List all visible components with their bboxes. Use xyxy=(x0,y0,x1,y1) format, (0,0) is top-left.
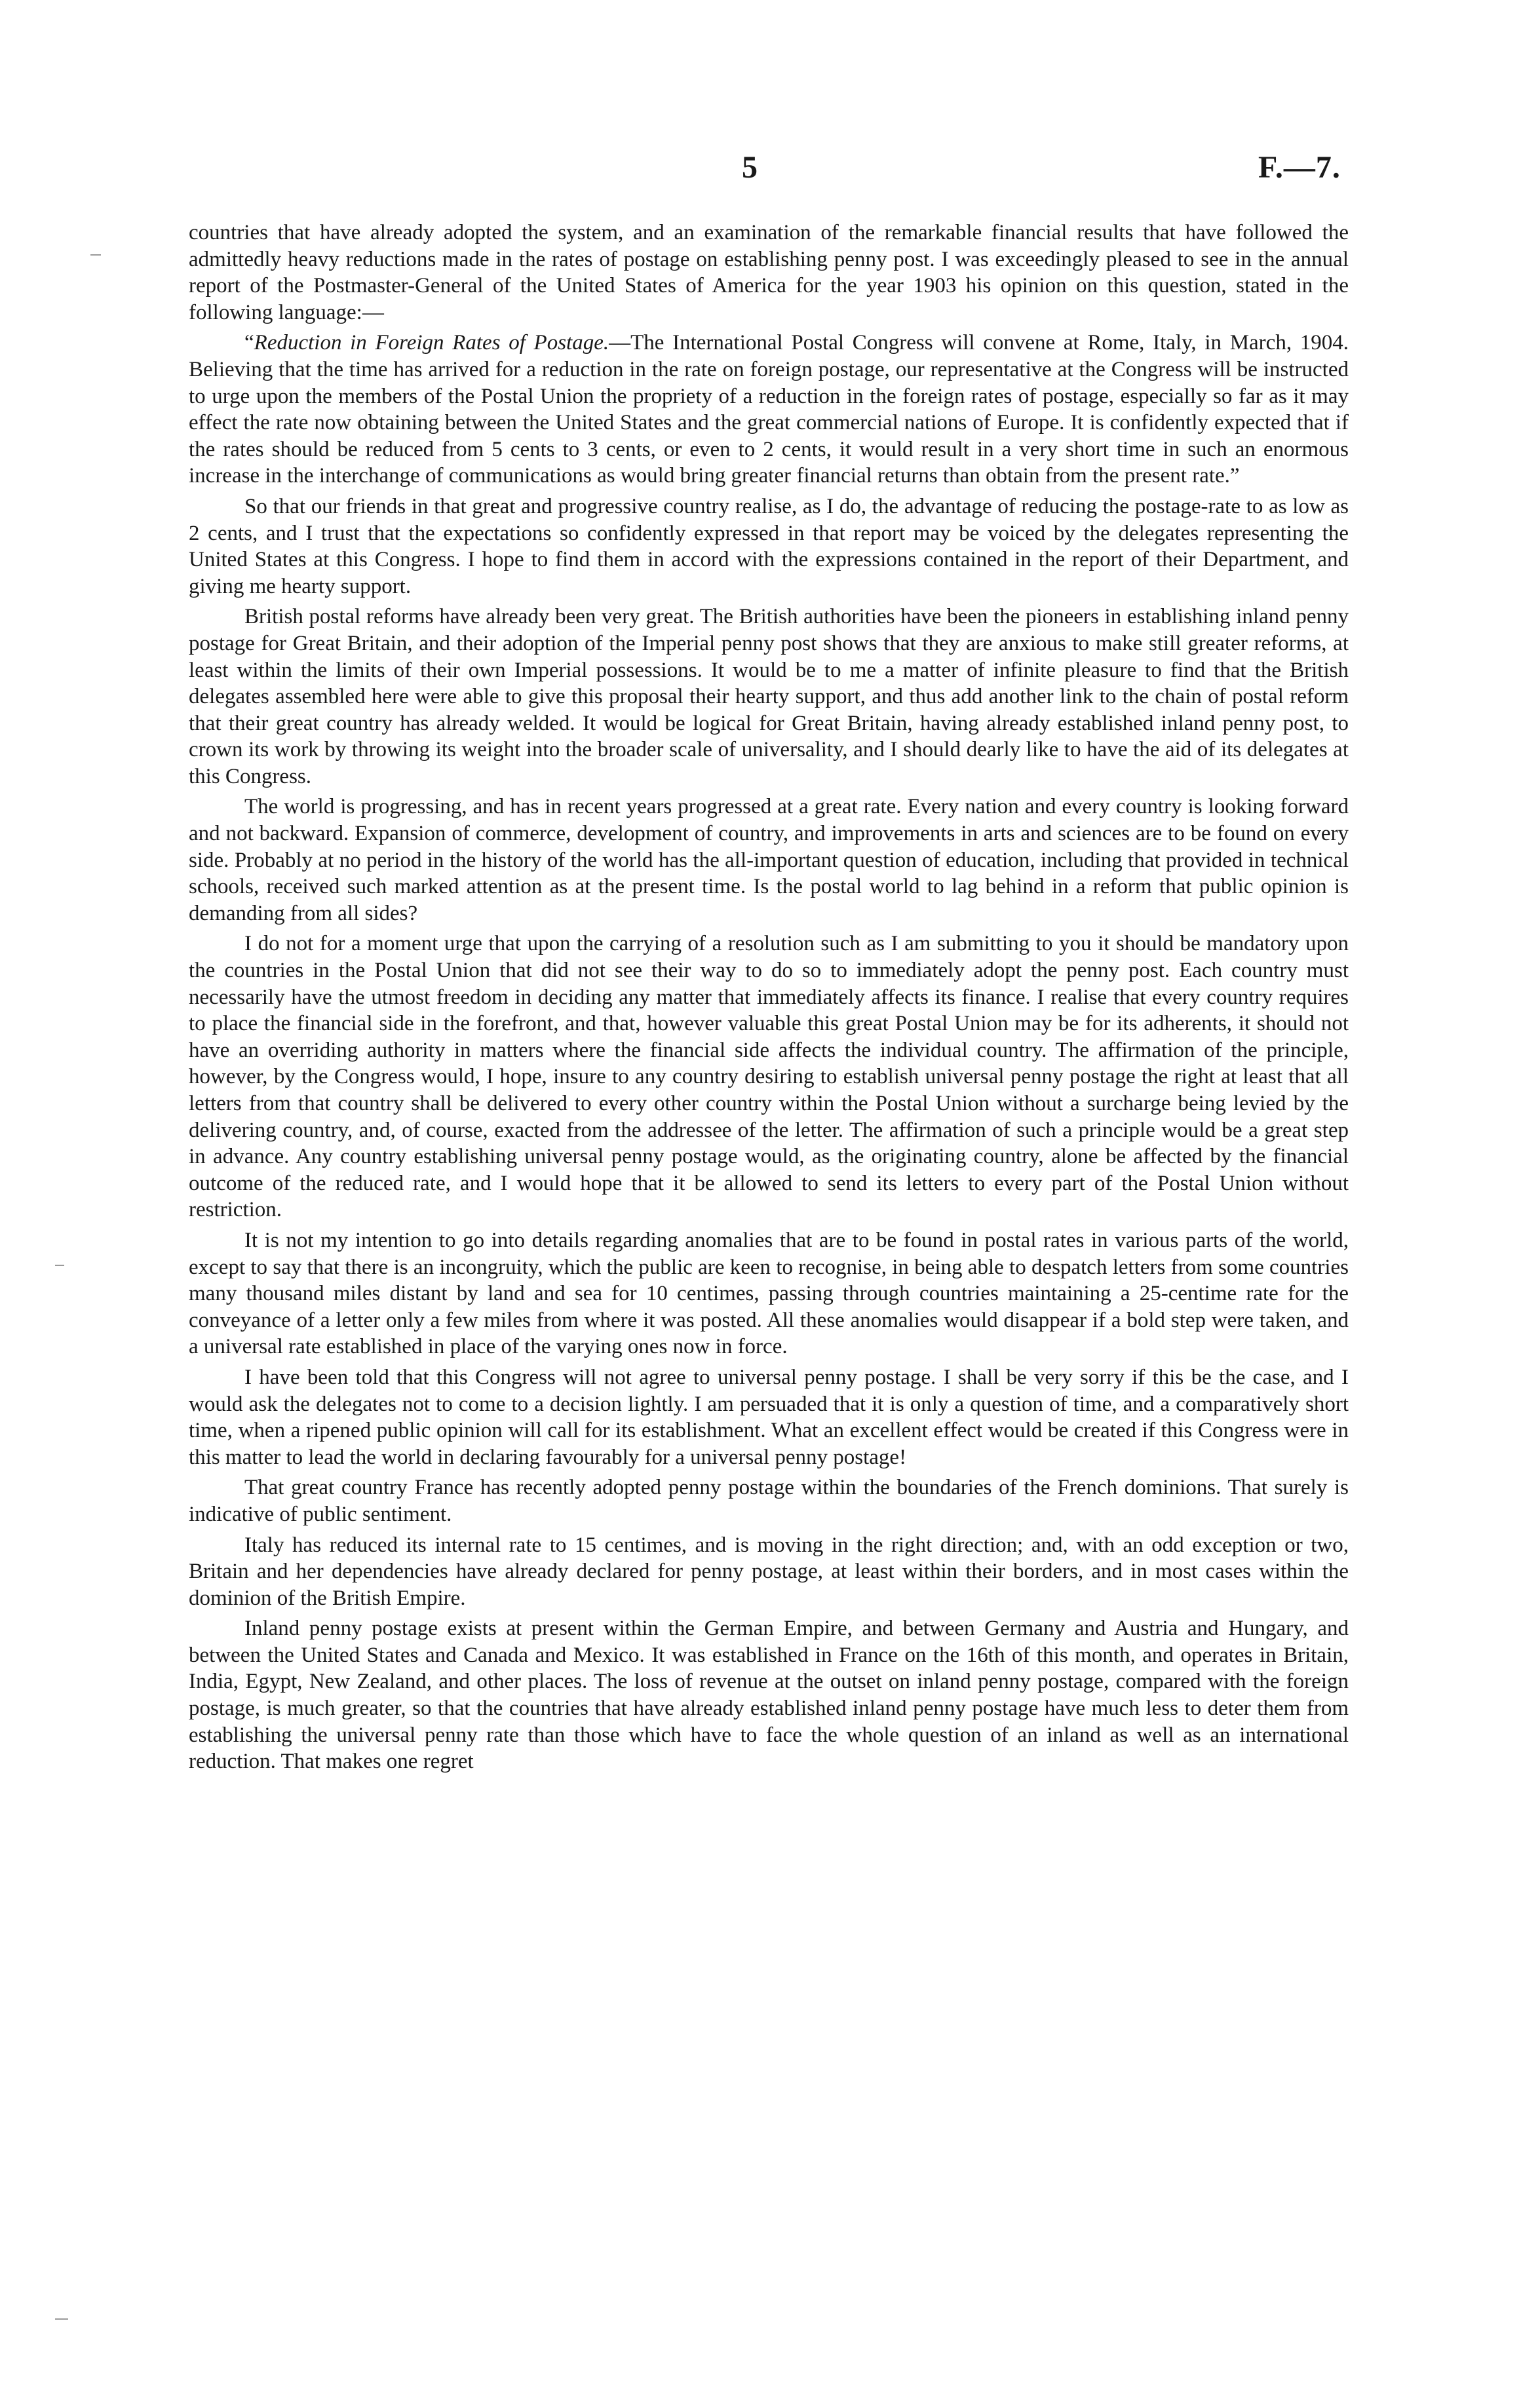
paragraph: So that our friends in that great and progressive country realise, as I do, the advantage of reducing the postage-rate to as low as 2 cents, and I trust that the expectations so confidently expressed in that report may be voiced by the delegates representing the United States at this Congress. I hope to find them in accord with the expressions contained in the report of their Department, and giving me hearty support. xyxy=(189,494,1349,598)
paragraph: That great country France has recently adopted penny postage within the boundaries of the French dominions. That surely is indicative of public sentiment. xyxy=(189,1476,1349,1526)
margin-mark xyxy=(55,2318,68,2320)
paragraph: The world is progressing, and has in recent years progressed at a great rate. Every nation and every country is looking forward and not backward. Expansion of commerce, development of country, and improvements in arts and sciences are to be found on every side. Probably at no period in the history of the world has the all-important question of education, including that provided in technical schools, received such marked attention as at the present time. Is the postal world to lag behind in a reform that public opinion is demanding from all sides? xyxy=(189,795,1349,925)
document-body xyxy=(189,220,1349,1779)
quote-body: —The International Postal Congress will convene at Rome, Italy, in March, 1904. Believing that the time has arrived for a reduction in the rate on foreign postage, our representative at the Congress will be instructed to urge upon the members of the Postal Union the propriety of a reduction in the foreign rates of postage, especially so far as it may effect the rate now obtaining between the United States and the great commercial nations of Europe. It is confidently expected that if the rates should be reduced from 5 cents to 3 cents, or even to 2 cents, it would result in a very short time in such an enormous increase in the interchange of communications as would bring greater financial returns than obtain from the present rate.” xyxy=(189,331,1349,488)
quote-title: Reduction in Foreign Rates of Postage. xyxy=(254,331,609,355)
paragraph: countries that have already adopted the system, and an examination of the remarkable financial results that have followed the admittedly heavy reductions made in the rates of postage on establishing penny post. I was exceedingly pleased to see in the annual report of the Postmaster-General of the United States of America for the year 1903 his opinion on this question, stated in the following language:— xyxy=(189,221,1349,324)
paragraph: I do not for a moment urge that upon the carrying of a resolution such as I am submitting to you it should be mandatory upon the countries in the Postal Union that did not see their way to do so to immediately adopt the penny post. Each country must necessarily have the utmost freedom in deciding any matter that immediately affects its finance. I realise that every country requires to place the financial side in the forefront, and that, however valuable this great Postal Union may be for its adherents, it should not have an overriding authority in matters where the financial side affects the individual country. The affirmation of the principle, however, by the Congress would, I hope, insure to any country desiring to establish universal penny postage the right at least that all letters from that country shall be delivered to every other country within the Postal Union without a surcharge being levied by the delivering country, and, of course, exacted from the addressee of the letter. The affirmation of such a principle would be a great step in advance. Any country establishing universal penny postage would, as the originating country, alone be affected by the financial outcome of the reduced rate, and I would hope that it be allowed to send its letters to every part of the Postal Union without restriction. xyxy=(189,932,1349,1222)
page-header xyxy=(0,149,1540,189)
margin-mark xyxy=(55,1265,64,1266)
page-number: 5 xyxy=(742,150,758,185)
document-code: F.—7. xyxy=(1258,150,1341,185)
paragraph: It is not my intention to go into details regarding anomalies that are to be found in postal rates in various parts of the world, except to say that there is an incongruity, which the public are keen to recognise, in being able to despatch letters from some countries many thousand miles distant by land and sea for 10 centimes, passing through countries maintaining a 25-centime rate for the conveyance of a letter only a few miles from where it was posted. All these anomalies would disappear if a bold step were taken, and a universal rate established in place of the varying ones now in force. xyxy=(189,1228,1349,1359)
margin-mark xyxy=(90,254,101,256)
paragraph: Italy has reduced its internal rate to 15 centimes, and is moving in the right direction; and, with an odd exception or two, Britain and her dependencies have already declared for penny postage, at least within their borders, and in most cases within the dominion of the British Empire. xyxy=(189,1533,1349,1610)
quote-open-mark: “ xyxy=(244,331,254,355)
paragraph: British postal reforms have already been very great. The British authorities have been the pioneers in establishing inland penny postage for Great Britain, and their adoption of the Imperial penny post shows that they are anxious to make still greater reforms, at least within the limits of their own Imperial possessions. It would be to me a matter of infinite pleasure to find that the British delegates assembled here were able to give this proposal their hearty support, and thus add another link to the chain of postal reform that their great country has already welded. It would be logical for Great Britain, having already established inland penny post, to crown its work by throwing its weight into the broader scale of universality, and I should dearly like to have the aid of its delegates at this Congress. xyxy=(189,605,1349,788)
paragraph: Inland penny postage exists at present within the German Empire, and between Germany and Austria and Hungary, and between the United States and Canada and Mexico. It was established in France on the 16th of this month, and operates in Britain, India, Egypt, New Zealand, and other places. The loss of revenue at the outset on inland penny postage, compared with the foreign postage, is much greater, so that the countries that have already established inland penny postage have much less to deter them from establishing the universal penny rate than those which have to face the whole question of an inland as well as an international reduction. That makes one regret xyxy=(189,1617,1349,1774)
paragraph: I have been told that this Congress will not agree to universal penny postage. I shall be very sorry if this be the case, and I would ask the delegates not to come to a decision lightly. I am persuaded that it is only a question of time, and a comparatively short time, when a ripened public opinion will call for its establishment. What an excellent effect would be created if this Congress were in this matter to lead the world in declaring favourably for a universal penny postage! xyxy=(189,1365,1349,1469)
quoted-report xyxy=(189,330,1349,489)
